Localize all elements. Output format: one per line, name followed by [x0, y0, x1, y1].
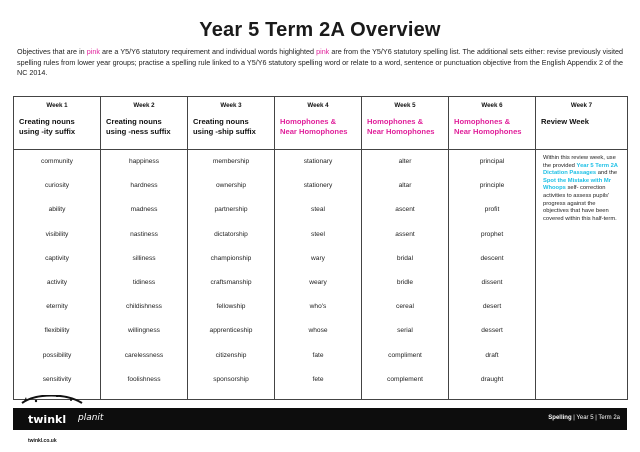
spelling-word: stationery: [303, 182, 333, 190]
week-label: Week 6: [481, 102, 503, 109]
week-focus-line: using -ship suffix: [193, 127, 256, 136]
spelling-word: fate: [312, 351, 324, 359]
spelling-word: foolishness: [127, 375, 161, 383]
spelling-word: dictatorship: [214, 230, 248, 238]
week-focus-line: Homophones &: [367, 117, 424, 126]
word-list-week-6: [449, 150, 536, 400]
spelling-word: whose: [308, 327, 328, 335]
header-row: [14, 97, 628, 150]
week-focus-line: Homophones &: [280, 117, 337, 126]
week-focus: [193, 117, 274, 137]
spelling-word: curiosity: [44, 182, 70, 190]
spelling-word: ownership: [215, 182, 247, 190]
review-instructions: Within this review week, use the provided Year 5 Term 2A Dictation Passages and the Spot the Mistake with Mr Whoops self- correction activities to assess pupils' progress against the objectives that have been covered within this half-term.: [543, 155, 618, 222]
spelling-word: stationary: [303, 158, 333, 165]
week-header-5: [362, 97, 449, 150]
spelling-word: draught: [480, 375, 504, 383]
overview-table: [13, 96, 628, 400]
spelling-word: sensitivity: [42, 375, 72, 383]
word-list-week-5: [362, 150, 449, 400]
words-row: [14, 150, 628, 400]
spelling-word: bridle: [396, 278, 414, 286]
spelling-word: sponsorship: [213, 375, 249, 383]
spelling-word: alter: [398, 158, 412, 165]
spot-the-mistake-link[interactable]: Spot the Mistake with Mr Whoops: [543, 177, 611, 192]
spelling-word: community: [41, 158, 73, 165]
spelling-word: cereal: [396, 303, 414, 311]
planit-logo-text: planit: [78, 413, 104, 423]
week-label: Week 7: [570, 102, 593, 109]
spelling-word: happiness: [128, 158, 160, 165]
week-focus-line: using -ness suffix: [106, 127, 171, 136]
week-focus: [280, 117, 361, 137]
spelling-word: complement: [387, 375, 423, 383]
spelling-word: steel: [311, 230, 325, 238]
spelling-word: weary: [309, 278, 327, 286]
spelling-word: madness: [130, 206, 158, 214]
spelling-word: apprenticeship: [209, 327, 253, 335]
word-list-week-1: [14, 150, 101, 400]
week-focus-line: Creating nouns: [193, 117, 249, 126]
week-label: Week 3: [220, 102, 242, 109]
week-focus: [19, 117, 100, 137]
spelling-word: wary: [311, 254, 325, 262]
week-focus-line: Near Homophones: [367, 127, 435, 136]
week-header-2: [101, 97, 188, 150]
word-list-week-3: [188, 150, 275, 400]
week-header-7: [536, 97, 628, 150]
word-list-week-2: [101, 150, 188, 400]
spelling-word: childishness: [126, 303, 162, 311]
spelling-word: nastiness: [130, 230, 158, 238]
week-focus-line: Creating nouns: [19, 117, 75, 126]
spelling-word: captivity: [45, 254, 69, 262]
spelling-word: carelessness: [124, 351, 164, 359]
spelling-word: draft: [485, 351, 499, 359]
spelling-word: ability: [48, 206, 66, 214]
week-focus: [106, 117, 187, 137]
spelling-word: flexibility: [44, 327, 70, 335]
spelling-word: principal: [479, 158, 505, 165]
spelling-word: descent: [480, 254, 504, 262]
spelling-word: activity: [46, 278, 68, 286]
review-week-cell: [536, 150, 628, 400]
spelling-word: tidiness: [132, 278, 156, 286]
spelling-word: citizenship: [215, 351, 247, 359]
spelling-word: serial: [397, 327, 413, 335]
spelling-word: desert: [482, 303, 502, 311]
week-label: Week 2: [133, 102, 155, 109]
spelling-word: dissent: [481, 278, 503, 286]
spelling-word: visibility: [45, 230, 69, 238]
spelling-word: hardness: [130, 182, 158, 190]
spelling-word: who's: [309, 303, 327, 311]
spelling-word: willingness: [128, 327, 160, 335]
week-label: Week 1: [46, 102, 68, 109]
footer-bar: [13, 408, 627, 430]
page-title: Year 5 Term 2A Overview: [199, 19, 441, 41]
spelling-word: silliness: [132, 254, 156, 262]
spelling-word: possibility: [42, 351, 72, 359]
week-focus-line: Homophones &: [454, 117, 511, 126]
week-label: Week 5: [394, 102, 416, 109]
spelling-word: fellowship: [216, 303, 246, 311]
week-label: Week 4: [307, 102, 329, 109]
spelling-word: membership: [212, 158, 250, 165]
intro-paragraph: Objectives that are in pink are a Y5/Y6 statutory requirement and individual words highlighted pink are from the Y5/Y6 statutory spelling list. The additional sets either: revise previously visited spelling rules from lower year groups; practise a spelling rule linked to a Y5/Y6 statutory spelling word or relate to a word, sentence or punctuation objective from the English Appendix 2 of the NC 2014.: [17, 47, 624, 78]
week-focus-line: using -ity suffix: [19, 127, 76, 136]
spelling-word: prophet: [480, 230, 504, 238]
spelling-word: assent: [395, 230, 415, 238]
spelling-word: fete: [312, 375, 324, 383]
spelling-word: championship: [210, 254, 252, 262]
week-header-4: [275, 97, 362, 150]
spelling-word: compliment: [388, 351, 422, 359]
spelling-word: altar: [398, 182, 412, 190]
week-focus-line: Near Homophones: [454, 127, 522, 136]
spelling-word: steal: [311, 206, 325, 214]
spelling-word: profit: [484, 206, 500, 214]
week-focus: [454, 117, 535, 137]
week-header-6: [449, 97, 536, 150]
footer-breadcrumb: Spelling | Year 5 | Term 2a: [548, 415, 620, 421]
spelling-word: eternity: [46, 303, 68, 311]
week-header-3: [188, 97, 275, 150]
website-url: twinkl.co.uk: [28, 438, 57, 444]
dictation-passages-link[interactable]: Year 5 Term 2A Dictation Passages: [543, 162, 618, 177]
spelling-word: dessert: [481, 327, 503, 335]
week-focus: [367, 117, 448, 137]
brand-logo-text: twinkl: [28, 413, 67, 426]
word-list-week-4: [275, 150, 362, 400]
spelling-word: craftsmanship: [210, 278, 252, 286]
spelling-word: partnership: [214, 206, 248, 214]
spelling-word: principle: [479, 182, 505, 190]
spelling-word: bridal: [396, 254, 414, 262]
spelling-word: ascent: [395, 206, 415, 214]
week-header-1: [14, 97, 101, 150]
week-focus-line: Near Homophones: [280, 127, 348, 136]
week-focus-line: Creating nouns: [106, 117, 162, 126]
week-focus: Review Week: [541, 117, 589, 126]
